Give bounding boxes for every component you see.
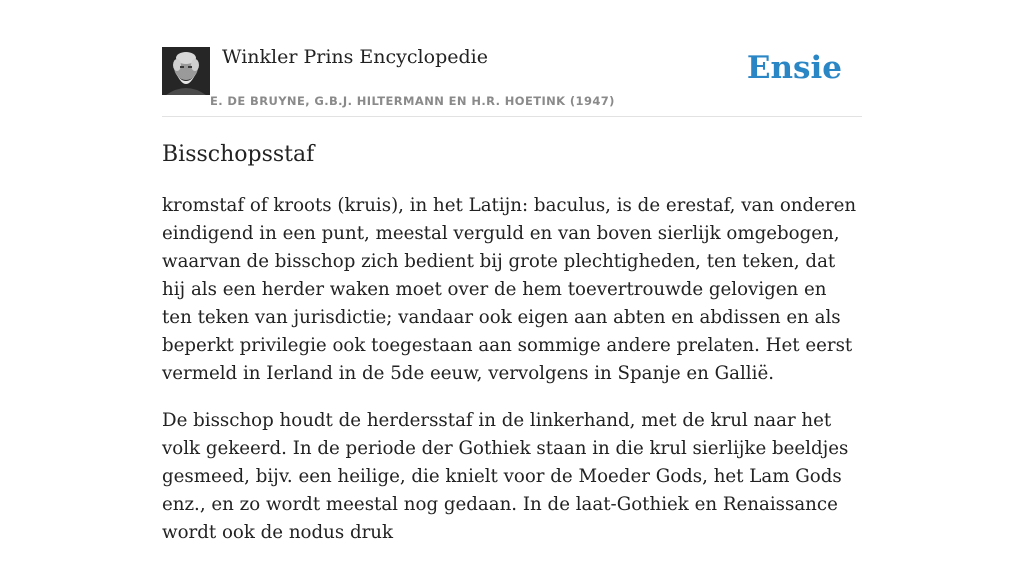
source-title[interactable]: Winkler Prins Encyclopedie [222, 46, 488, 68]
source-authors: E. DE BRUYNE, G.B.J. HILTERMANN EN H.R. HOETINK (1947) [210, 94, 615, 108]
article-paragraph: De bisschop houdt de herdersstaf in de linkerhand, met de krul naar het volk gekeerd. In de periode der Gothiek staan in die krul sierlijke beeldjes gesmeed, bijv. een heilige, die knielt voor de Moeder Gods, het Lam Gods enz., en zo wordt meestal nog gedaan. In de laat-Gothiek en Renaissance wordt ook de nodus druk [162, 410, 849, 543]
article [162, 138, 862, 566]
article-title: Bisschopsstaf [162, 142, 315, 167]
source-header [162, 40, 862, 117]
author-portrait-avatar [162, 47, 210, 95]
article-body [162, 192, 862, 547]
portrait-icon [162, 47, 210, 95]
article-paragraph: kromstaf of kroots (kruis), in het Latijn: baculus, is de erestaf, van onderen eindigend in een punt, meestal verguld en van boven sierlijk omgebogen, waarvan de bisschop zich bedient bij grote plechtigheden, ten teken, dat hij als een herder waken moet over de hem toevertrouwde gelovigen en ten teken van jurisdictie; vandaar ook eigen aan abten en abdissen en als beperkt privilegie ook toegestaan aan sommige andere prelaten. Het eerst vermeld in Ierland in de 5de eeuw, vervolgens in Spanje en Gallië. [162, 195, 857, 384]
ensie-logo-link[interactable]: Ensie [746, 50, 842, 86]
